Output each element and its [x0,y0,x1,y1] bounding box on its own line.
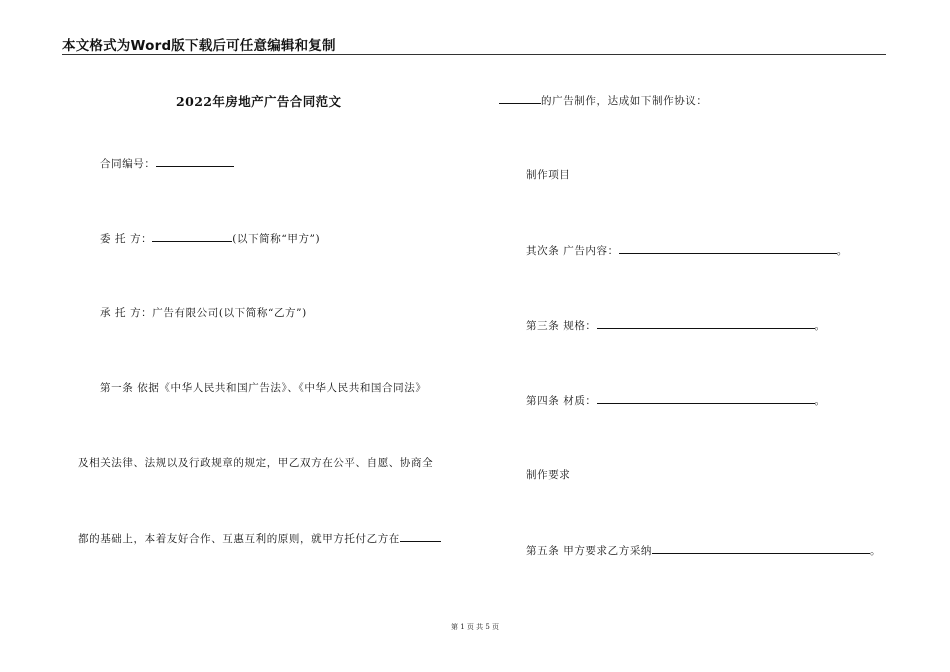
article1-line1: 第一条 依据《中华人民共和国广告法》、《中华人民共和国合同法》 [100,382,427,394]
agent-label: 承 托 方： [100,307,153,319]
article2-blank[interactable] [619,243,837,254]
section-production: 制作项目 [526,169,571,181]
contract-number-blank[interactable] [156,156,234,167]
article2-label: 其次条 广告内容： [526,245,619,257]
article2-end: 。 [836,245,848,257]
article5-end: 。 [870,545,882,557]
client-suffix: (以下简称“甲方”) [232,233,321,245]
article3-end: 。 [814,320,826,332]
continuation-blank[interactable] [499,93,541,104]
article5-label: 第五条 甲方要求乙方采纳 [526,545,653,557]
article5-line [526,543,881,558]
article5-blank[interactable] [652,543,870,554]
article3-label: 第三条 规格： [526,320,597,332]
header-text: 本文格式为Word版下载后可任意编辑和复制 [62,38,336,54]
article4-blank[interactable] [597,393,815,404]
contract-number-label: 合同编号： [100,158,156,170]
agent-line [100,306,307,320]
client-line [100,231,320,246]
client-label: 委 托 方： [100,233,153,245]
page-header [62,34,886,55]
article1-line3-text: 都的基础上，本着友好合作、互惠互利的原则，就甲方托付乙方在 [78,533,400,545]
article3-blank[interactable] [597,318,815,329]
document-title: 2022年房地产广告合同范文 [176,94,342,109]
contract-number-line [100,156,234,171]
article4-label: 第四条 材质： [526,395,597,407]
continuation-text: 的广告制作，达成如下制作协议： [541,95,708,107]
article1-line3 [78,531,441,546]
agent-text: 广告有限公司(以下简称“乙方”) [152,307,307,319]
article2-line [526,243,848,258]
section-requirements: 制作要求 [526,469,571,481]
article1-line2: 及相关法律、法规以及行政规章的规定，甲乙双方在公平、自愿、协商全 [78,457,434,469]
article4-line [526,393,826,408]
page-footer: 第 1 页 共 5 页 [450,623,500,631]
right-continuation-line [499,93,708,108]
client-blank[interactable] [152,231,232,242]
location-blank[interactable] [400,531,441,542]
article3-line [526,318,826,333]
article4-end: 。 [814,395,826,407]
